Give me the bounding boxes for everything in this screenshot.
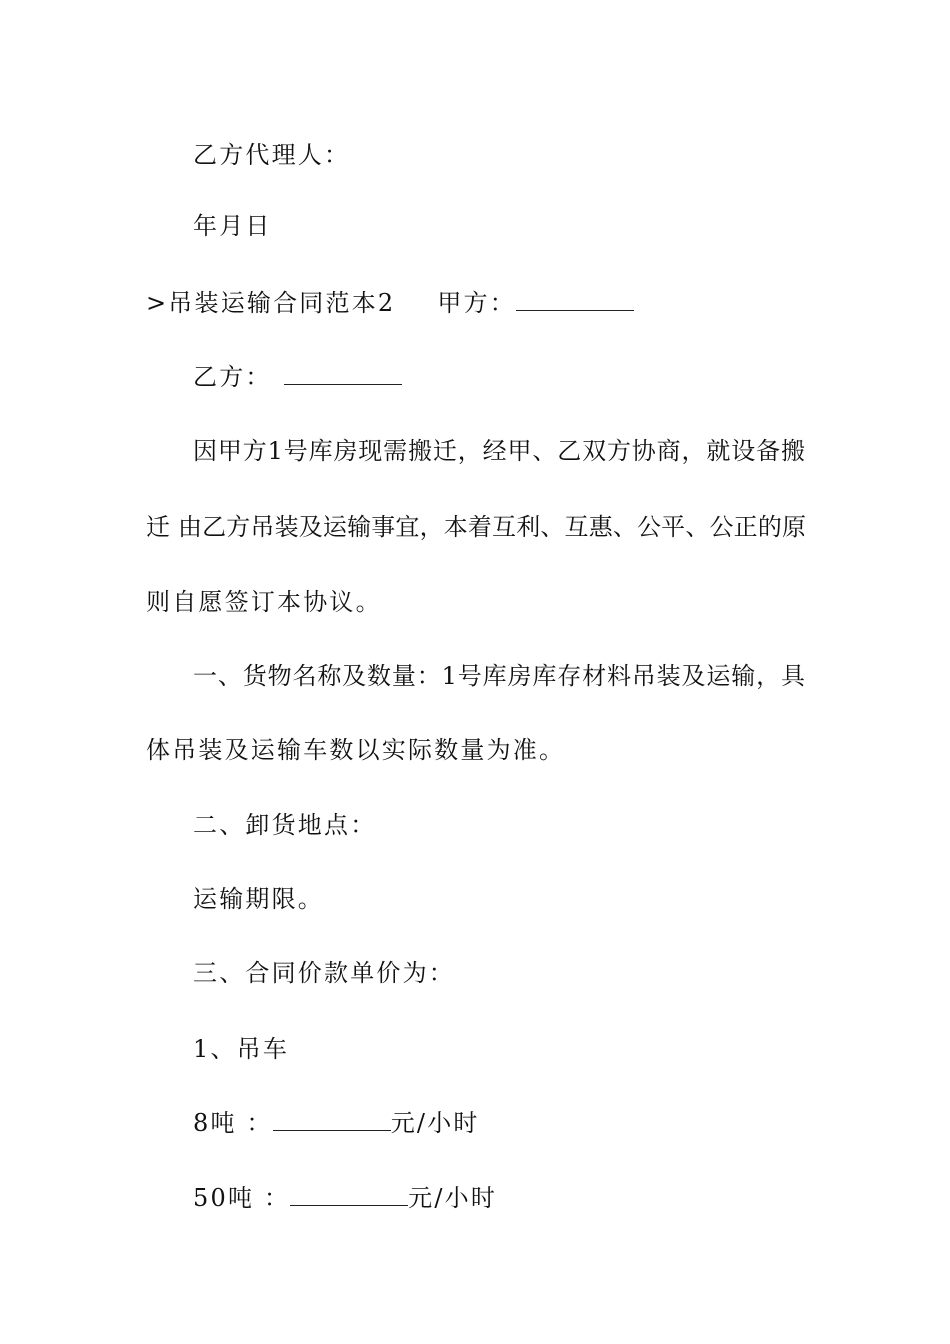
section-3-heading: 三、合同价款单价为： [193,959,455,987]
section-2-detail: 运输期限。 [193,885,324,913]
price-50t-unit: 元/小时 [408,1184,498,1212]
agent-line: 乙方代理人： [193,141,351,169]
section-1-line-1: 一、货物名称及数量：1号库房库存材料吊装及运输，具 [193,662,805,690]
section-3-item-1: 1、吊车 [193,1035,290,1063]
section-1-line-2: 体吊装及运输车数以实际数量为准。 [146,736,566,764]
contract-title: >吊装运输合同范本2 [146,289,396,317]
title-line [146,288,634,318]
party-b-blank [284,364,402,385]
price-50t-line [193,1183,497,1213]
party-a-label: 甲方： [437,289,516,317]
intro-paragraph-line-3: 则自愿签订本协议。 [146,588,382,616]
price-8t-label: 8吨 ： [193,1109,273,1137]
price-50t-blank [290,1185,408,1206]
price-8t-unit: 元/小时 [390,1109,480,1137]
party-b-label: 乙方： [193,363,272,391]
date-line: 年月日 [193,212,272,240]
price-8t-line [193,1108,480,1138]
section-2-heading: 二、卸货地点： [193,811,377,839]
intro-paragraph-line-1: 因甲方1号库房现需搬迁，经甲、乙双方协商，就设备搬 [193,437,805,465]
price-8t-blank [273,1110,391,1131]
party-b-line [193,362,402,392]
party-a-blank [516,290,634,311]
price-50t-label: 50吨 ： [193,1184,291,1212]
intro-paragraph-line-2: 迁 由乙方吊装及运输事宜，本着互利、互惠、公平、公正的原 [146,513,806,541]
